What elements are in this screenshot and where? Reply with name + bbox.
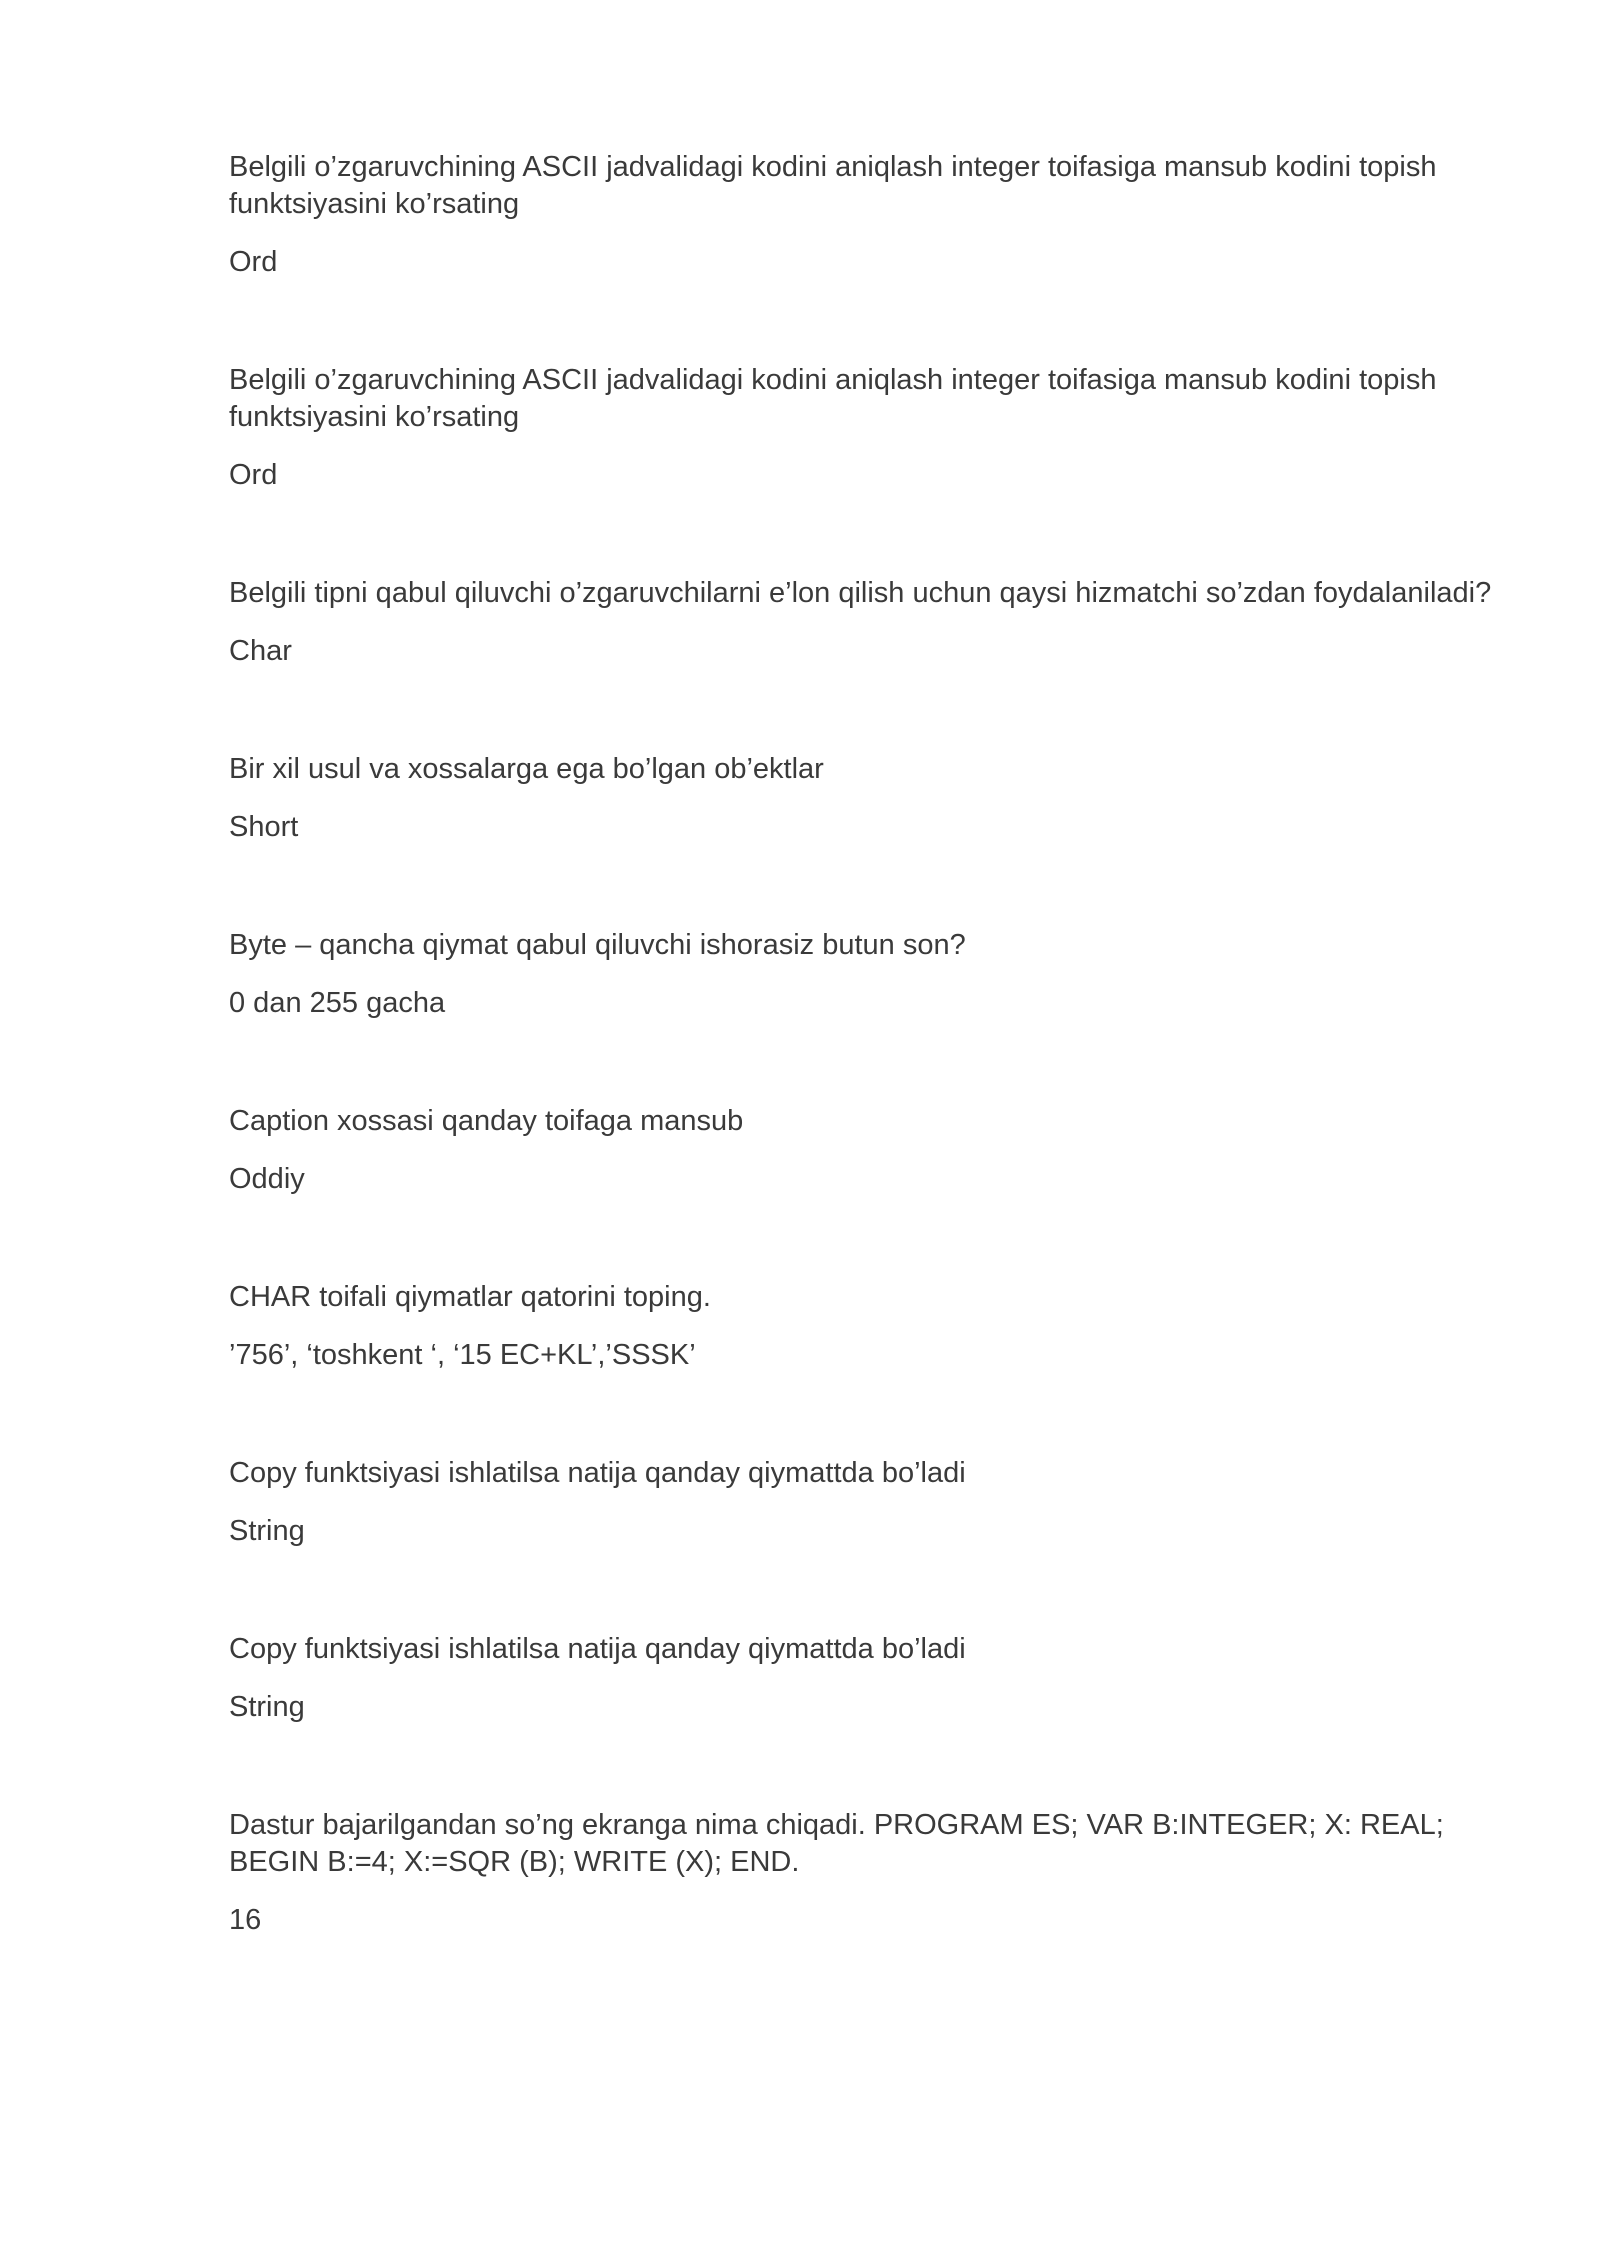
- question-text: Copy funktsiyasi ishlatilsa natija qanday qiymattda bo’ladi: [229, 1457, 966, 1489]
- answer-text: String: [229, 1515, 305, 1547]
- answer-text: Char: [229, 635, 292, 667]
- qa-item: [229, 149, 1529, 281]
- qa-item: [229, 362, 1529, 494]
- question-text: Byte – qancha qiymat qabul qiluvchi ishorasiz butun son?: [229, 929, 966, 961]
- question-text: Belgili tipni qabul qiluvchi o’zgaruvchilarni e’lon qilish uchun qaysi hizmatchi so’zdan foydalaniladi?: [229, 577, 1492, 609]
- answer-text: 16: [229, 1904, 262, 1936]
- answer-text: Ord: [229, 459, 278, 491]
- question-answer-list: [229, 149, 1529, 2020]
- question-text: Dastur bajarilgandan so’ng ekranga nima chiqadi. PROGRAM ES; VAR B:INTEGER; X: REAL; BEGIN B:=4; X:=SQR (B); WRITE (X); END.: [229, 1809, 1444, 1878]
- answer-text: Short: [229, 811, 299, 843]
- qa-item: [229, 1103, 1529, 1198]
- qa-item: [229, 1631, 1529, 1726]
- qa-item: [229, 1455, 1529, 1550]
- qa-item: [229, 1279, 1529, 1374]
- question-text: Belgili o’zgaruvchining ASCII jadvalidagi kodini aniqlash integer toifasiga mansub kodini topish funktsiyasini ko’rsating: [229, 364, 1437, 433]
- question-text: Bir xil usul va xossalarga ega bo’lgan ob’ektlar: [229, 753, 824, 785]
- answer-text: String: [229, 1691, 305, 1723]
- qa-item: [229, 1807, 1529, 1939]
- answer-text: Ord: [229, 246, 278, 278]
- question-text: CHAR toifali qiymatlar qatorini toping.: [229, 1281, 711, 1313]
- answer-text: Oddiy: [229, 1163, 305, 1195]
- qa-item: [229, 575, 1529, 670]
- qa-item: [229, 927, 1529, 1022]
- qa-item: [229, 751, 1529, 846]
- answer-text: ’756’, ‘toshkent ‘, ‘15 EC+KL’,’SSSK’: [229, 1339, 696, 1371]
- question-text: Copy funktsiyasi ishlatilsa natija qanday qiymattda bo’ladi: [229, 1633, 966, 1665]
- question-text: Caption xossasi qanday toifaga mansub: [229, 1105, 744, 1137]
- question-text: Belgili o’zgaruvchining ASCII jadvalidagi kodini aniqlash integer toifasiga mansub kodini topish funktsiyasini ko’rsating: [229, 151, 1437, 220]
- answer-text: 0 dan 255 gacha: [229, 987, 446, 1019]
